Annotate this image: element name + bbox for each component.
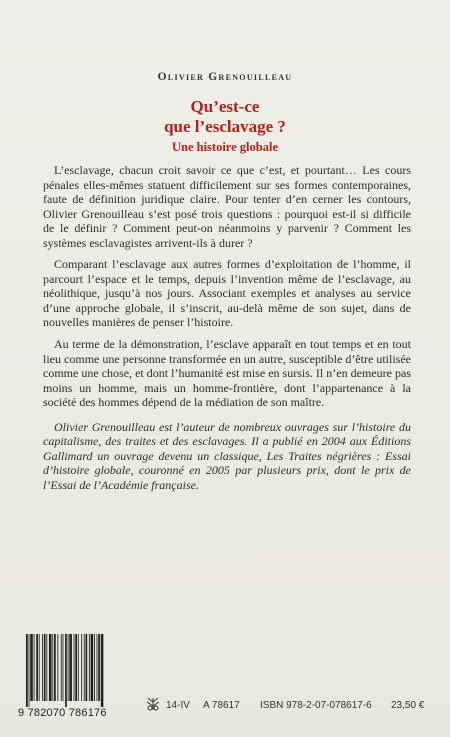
barcode-bar [78, 634, 79, 701]
barcode [24, 634, 128, 707]
paragraph: Comparant l’esclavage aux autres formes d’exploitation de l’homme, il parcourt l’espace et le temps, depuis l’invention même de l’esclavage, au néolithique, jusqu’à nos jours. Associant exemples et analyses au service d’une approche globale, il s’inscrit, au-delà même de son sujet, dans de nouvelles manières de penser l’histoire. [43, 257, 411, 330]
barcode-bar [69, 634, 72, 701]
title-line-1: Qu’est-ce [190, 97, 260, 116]
barcode-bar [84, 634, 85, 701]
barcode-bar [98, 634, 100, 701]
barcode-bar [26, 634, 28, 707]
author-name: Olivier Grenouilleau [157, 71, 293, 83]
barcode-bar [36, 634, 38, 701]
barcode-bar [74, 634, 75, 701]
barcode-digits: 9 782070 786176 [18, 707, 107, 719]
barcode-bar [39, 634, 40, 701]
barcode-bar [61, 634, 62, 701]
barcode-bar [54, 634, 56, 701]
subtitle: Une histoire globale [171, 140, 279, 154]
barcode-bar [49, 634, 52, 701]
code-1: 14-IV [166, 700, 190, 711]
barcode-bar [63, 634, 64, 701]
barcode-bar [86, 634, 88, 701]
barcode-bar [65, 634, 67, 707]
gallimard-monogram-icon [145, 697, 161, 711]
barcode-bar [91, 634, 94, 701]
barcode-block [18, 634, 128, 719]
barcode-bar [34, 634, 35, 701]
paragraph: Au terme de la démonstration, l’esclave apparaît en tout temps et en tout lieu comme une personne transformée en un autre, susceptible d’être utilisée comme une chose, et dont l’humanité est mise en sursis. Il n’en demeure pas moins un homme, mais un homme-frontière, dont l’appartenance à la société des hommes dépend de la médiation de son maître. [43, 337, 411, 410]
barcode-bar [81, 634, 82, 701]
barcode-bar [101, 634, 104, 707]
code-2: A 78617 [203, 700, 240, 711]
barcode-bar [46, 634, 47, 701]
barcode-bar [94, 634, 95, 701]
author-bio: Olivier Grenouilleau est l’auteur de nombreux ouvrages sur l’histoire du capitalisme, des traites et des esclavages. Il a publié en 2004 aux Éditions Gallimard un ouvrage devenu un classique, Les Traites négrières : Essai d’histoire globale, couronné en 2005 par plusieurs prix, dont le prix de l’Essai de l’Académie française. [43, 419, 411, 492]
paragraph: L’esclavage, chacun croit savoir ce que c’est, et pourtant… Les cours pénales elles-mêmes statuent difficilement sur ses formes contemporaines, faute de définition juridique claire. Pour tenter d’en cerner les contours, Olivier Grenouilleau s’est posé trois questions : pourquoi est-il si difficile de le définir ? Comment peut-on néanmoins y parvenir ? Comment les systèmes esclavagistes arrivent-ils à durer ? [43, 163, 411, 250]
barcode-bar [97, 634, 98, 701]
barcode-bar [57, 634, 58, 701]
barcode-bar [52, 634, 53, 701]
barcode-bar [42, 634, 43, 701]
barcode-bar [89, 634, 90, 701]
price: 23,50 € [391, 700, 425, 711]
barcode-bar [44, 634, 46, 701]
barcode-bar [30, 634, 33, 701]
blurb [43, 163, 411, 499]
title-line-2: que l’esclavage ? [164, 117, 286, 136]
barcode-bar [29, 634, 30, 707]
barcode-bar [75, 634, 77, 701]
barcode-bar [68, 634, 69, 701]
isbn: ISBN 978-2-07-078617-6 [260, 700, 372, 711]
